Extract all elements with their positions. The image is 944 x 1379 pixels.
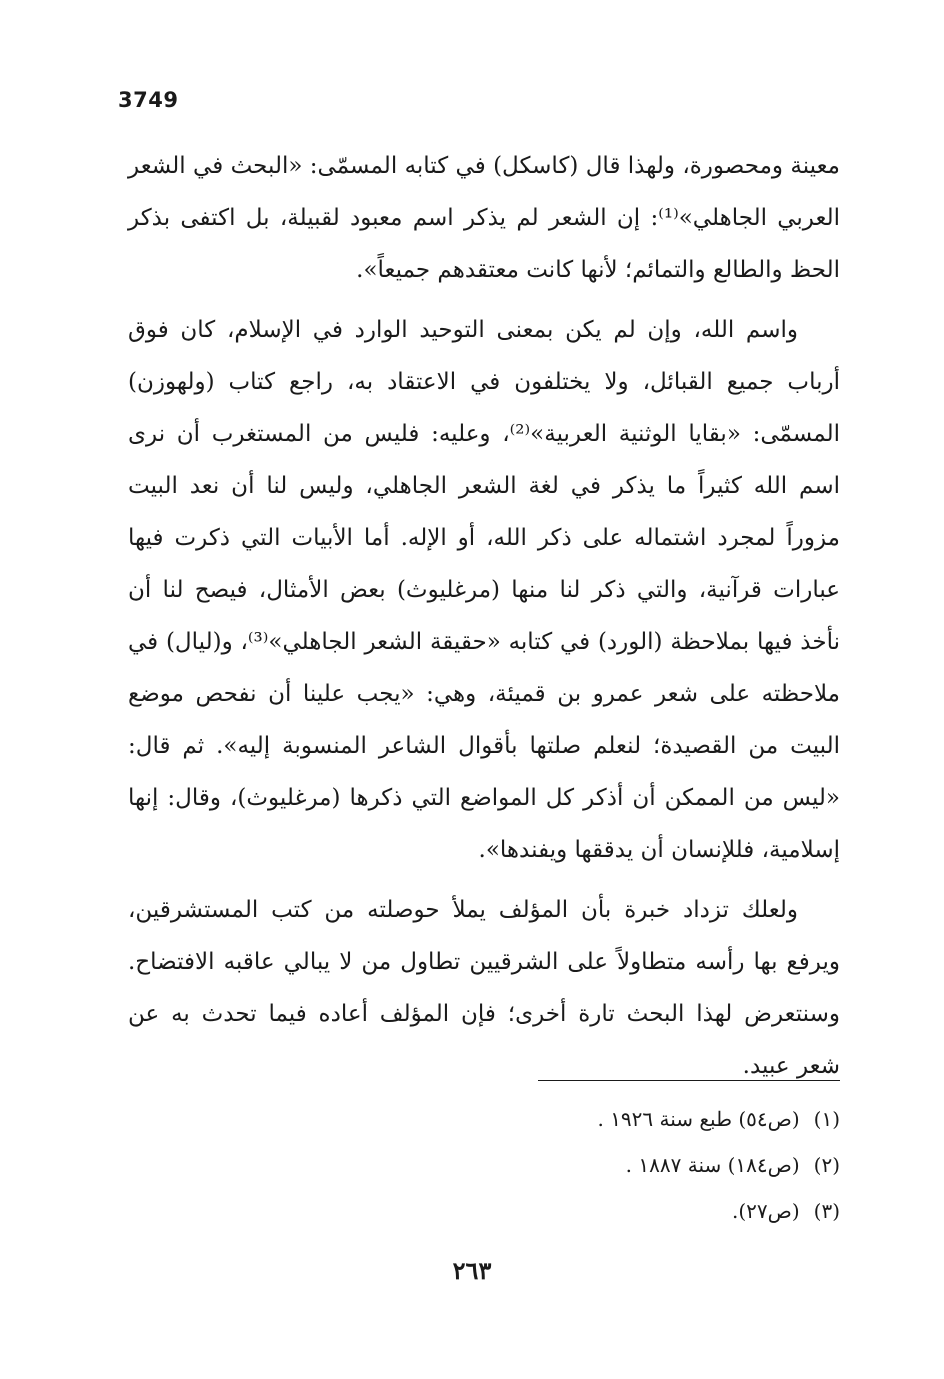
footnote-text: (ص٥٤) طبع سنة ١٩٢٦ . [597,1107,800,1131]
footnote-number: (١) [813,1107,840,1131]
footnotes [128,1096,840,1234]
footnote-number: (٣) [813,1199,840,1223]
paragraph-2: واسم الله، وإن لم يكن بمعنى التوحيد الوارد في الإسلام، كان فوق أرباب جميع القبائل، ولا يختلفون في الاعتقاد به، راجع كتاب (ولهوزن) المسمّى: «بقايا الوثنية العربية»⁽²⁾، وعليه: فليس من المستغرب أن نرى اسم الله كثيراً ما يذكر في لغة الشعر الجاهلي، وليس لنا أن نعد البيت مزوراً لمجرد اشتماله على ذكر الله، أو الإله. أما الأبيات التي ذكرت فيها عبارات قرآنية، والتي ذكر لنا منها (مرغليوث) بعض الأمثال، فيصح لنا أن نأخذ فيها بملاحظة (الورد) في كتابه «حقيقة الشعر الجاهلي»⁽³⁾، و(ليال) في ملاحظته على شعر عمرو بن قميئة، وهي: «يجب علينا أن نفحص موضع البيت من القصيدة؛ لنعلم صلتها بأقوال الشاعر المنسوبة إليه». ثم قال: «ليس من الممكن أن أذكر كل المواضع التي ذكرها (مرغليوث)، وقال: إنها إسلامية، فللإنسان أن يدققها ويفندها». [128,317,840,863]
footnote-text: (ص٢٧). [731,1199,800,1223]
main-text [128,140,840,1100]
footnote-divider [538,1080,840,1081]
footnote-1 [128,1096,840,1142]
page-id: 3749 [118,88,179,112]
footnote-2 [128,1142,840,1188]
paragraph-1: معينة ومحصورة، ولهذا قال (كاسكل) في كتابه المسمّى: «البحث في الشعر العربي الجاهلي»⁽¹⁾: إن الشعر لم يذكر اسم معبود لقبيلة، بل اكتفى بذكر الحظ والطالع والتمائم؛ لأنها كانت معتقدهم جميعاً». [128,153,840,283]
page-number: ٢٦٣ [452,1256,492,1285]
paragraph-3: ولعلك تزداد خبرة بأن المؤلف يملأ حوصلته من كتب المستشرقين، ويرفع بها رأسه متطاولاً على الشرقيين تطاول من لا يبالي عاقبه الافتضاح. وسنتعرض لهذا البحث تارة أخرى؛ فإن المؤلف أعاده فيما تحدث به عن شعر عبيد. [128,897,840,1079]
footnote-text: (ص١٨٤) سنة ١٨٨٧ . [625,1153,800,1177]
footnote-number: (٢) [813,1153,840,1177]
footnote-3 [128,1188,840,1234]
